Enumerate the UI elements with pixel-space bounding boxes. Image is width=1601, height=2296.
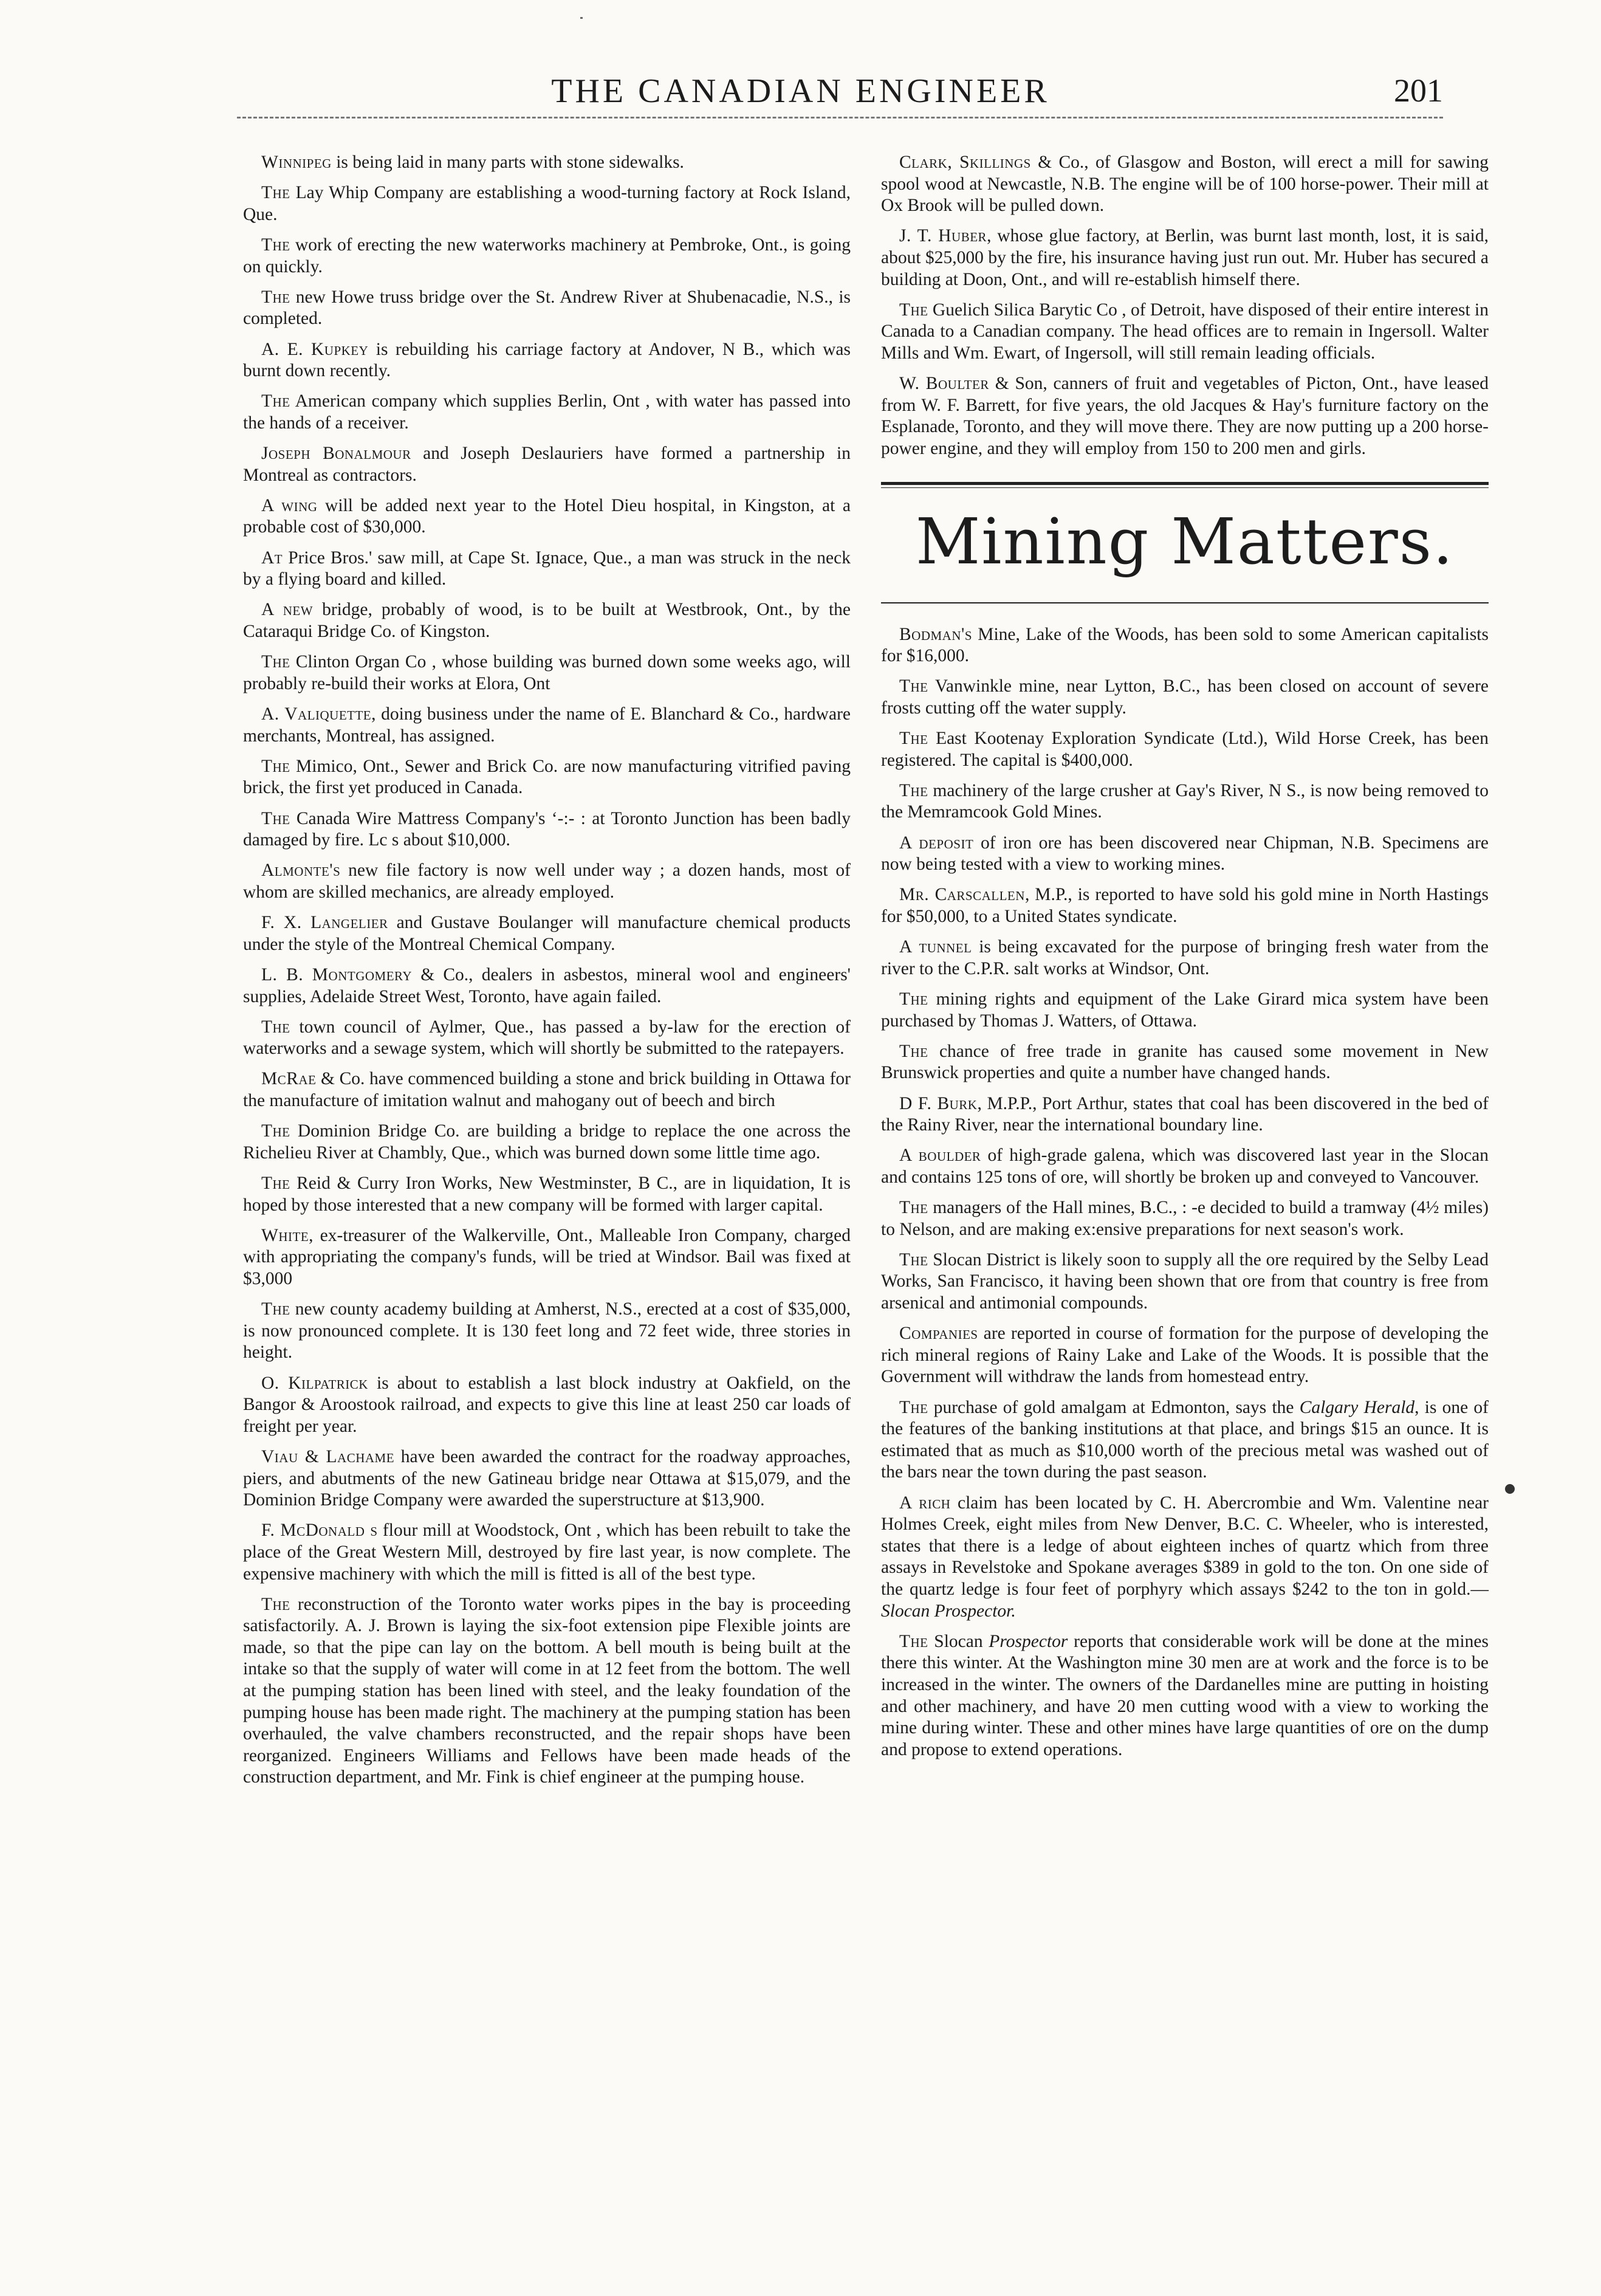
item-lead: The [261,652,290,672]
item-text: Reid & Curry Iron Works, New Westminster, B C., are in liquidation, It is hoped by those interested that a new company will be formed with larger capital. [243,1174,851,1215]
item-text: mining rights and equipment of the Lake Girard mica system have been purchased by Thomas J. Watters, of Ottawa. [881,989,1489,1031]
news-item [881,833,1489,876]
item-text: chance of free trade in granite has caused some movement in New Brunswick properties and quite a number have changed hands. [881,1041,1489,1083]
item-lead: W. Boulter [899,374,989,394]
news-item [243,704,851,747]
item-lead: Companies [899,1324,978,1344]
news-item [243,964,851,1008]
news-item [243,1520,851,1585]
news-item [243,235,851,278]
item-lead: The [899,1041,928,1061]
item-text: & Co., dealers in asbestos, mineral wool and engineers' supplies, Adelaide Street West, Toronto, have again failed. [243,964,851,1006]
news-item [881,1323,1489,1388]
left-column [243,152,851,1798]
item-lead: Bodman's [899,624,973,644]
item-lead: The [899,1397,928,1417]
item-text: purchase of gold amalgam at Edmonton, says the [928,1397,1300,1417]
news-item [881,780,1489,823]
news-item [243,860,851,903]
news-item [881,1493,1489,1623]
item-text: new file factory is now well under way ; a dozen hands, most of whom are skilled mechanics, are already employed. [243,861,851,902]
item-lead: The [899,729,928,749]
item-text: , whose glue factory, at Berlin, was burnt last month, lost, it is said, about $25,000 by the fire, his insurance having just run out. Mr. Huber has secured a building at Doon, Ont., and will re-establish himself there. [881,226,1489,289]
news-item [243,912,851,955]
item-lead: F. X. Langelier [261,913,388,933]
item-lead: The [261,1594,290,1614]
item-text: will be added next year to the Hotel Dieu hospital, in Kingston, at a probable cost of $30,000. [243,495,851,537]
item-text: & Co. have commenced building a stone and brick building in Ottawa for the manufacture of imitation walnut and mahogany out of beech and birch [243,1069,851,1111]
right-column-news [881,152,1489,460]
item-lead: McRae [261,1069,317,1089]
item-text: claim has been located by C. H. Abercrombie and Wm. Valentine near Holmes Creek, eight miles from New Denver, B.C. C. Wheeler, who is interested, states that there is a ledge of about eighteen inches of quartz which from three assays in Revelstoke and Spokane averages $389 in gold to the ton. On one side of the quartz ledge is four feet of porphyry which assays $242 to the ton in gold.— [881,1493,1489,1599]
print-speck [580,17,583,19]
item-lead: The [261,808,290,828]
item-lead: The [261,1017,290,1037]
item-text: is being laid in many parts with stone sidewalks. [331,153,684,172]
item-lead: At [261,548,283,568]
item-italic: Slocan Prospector. [881,1601,1016,1621]
item-lead: White [261,1225,309,1245]
news-item [243,548,851,591]
news-item [881,989,1489,1032]
item-text: Mimico, Ont., Sewer and Brick Co. are now manufacturing vitrified paving brick, the first yet produced in Canada. [243,756,851,798]
mining-matters-section [881,624,1489,1761]
item-lead: The [261,1299,290,1319]
item-lead: The [261,183,290,203]
item-lead: D F. Burk [899,1093,978,1113]
item-text: , ex-treasurer of the Walkerville, Ont., Malleable Iron Company, charged with appropriating the company's funds, will be tried at Windsor. Bail was fixed at $3,000 [243,1225,851,1288]
item-text: , doing business under the name of E. Blanchard & Co., hardware merchants, Montreal, has assigned. [243,704,851,746]
item-lead: The [899,1631,928,1651]
news-item [243,1017,851,1060]
news-item [243,651,851,695]
item-text: machinery of the large crusher at Gay's River, N S., is now being removed to the Memramcook Gold Mines. [881,780,1489,822]
item-text: is rebuilding his carriage factory at Andover, N B., which was burnt down recently. [243,339,851,381]
news-item [881,728,1489,771]
item-lead: The [261,287,290,307]
item-text-cont: , is one of the features of the banking institutions at that place, and brings $15 an ounce. It is estimated that as much as $10,000 worth of the precious metal was washed out of the bars near the town during the past season. [881,1397,1489,1482]
item-lead: The [899,300,928,320]
news-item [881,624,1489,667]
item-text: have been awarded the contract for the roadway approaches, piers, and abutments of the new Gatineau bridge near Ottawa at $15,079, and the Dominion Bridge Company were awarded the superstructure at $13,900. [243,1446,851,1510]
news-item [881,1197,1489,1240]
item-lead: J. T. Huber [899,226,987,246]
news-item [881,937,1489,980]
item-lead: The [261,235,290,255]
item-text: of high-grade galena, which was discovered last year in the Slocan and contains 125 tons of ore, will shortly be broken up and conveyed to Vancouver. [881,1146,1489,1187]
news-item [243,1373,851,1438]
item-lead: A new [261,600,314,620]
item-text: East Kootenay Exploration Syndicate (Ltd.), Wild Horse Creek, has been registered. The capital is $400,000. [881,729,1489,770]
news-item [881,884,1489,927]
item-text: new county academy building at Amherst, N.S., erected at a cost of $35,000, is now pronounced complete. It is 130 feet long and 72 feet wide, three stories in height. [243,1299,851,1363]
item-lead: A boulder [899,1146,981,1166]
news-item [243,443,851,486]
news-item [881,1041,1489,1084]
item-text: town council of Aylmer, Que., has passed a by-law for the erection of waterworks and a sewage system, which will shortly be submitted to the ratepayers. [243,1017,851,1059]
page-header [0,72,1601,120]
item-text: and Joseph Deslauriers have formed a partnership in Montreal as contractors. [243,444,851,485]
news-item [243,287,851,330]
item-lead: A rich [899,1493,951,1513]
item-text: of iron ore has been discovered near Chipman, N.B. Specimens are now being tested with a view to working mines. [881,833,1489,875]
item-text: and Gustave Boulanger will manufacture chemical products under the style of the Montreal Chemical Company. [243,913,851,954]
item-text: Slocan [928,1631,989,1651]
item-text: & Co., of Glasgow and Boston, will erect a mill for sawing spool wood at Newcastle, N.B. The engine will be of 100 horse-power. Their mill at Ox Brook will be pulled down. [881,153,1489,216]
item-text: Guelich Silica Barytic Co , of Detroit, have disposed of their entire interest in Canada to a Canadian company. The head offices are to remain in Ingersoll. Walter Mills and Wm. Ewart, of Ingersoll, will still remain leading officials. [881,300,1489,363]
item-lead: The [899,676,928,696]
item-lead: A wing [261,495,318,515]
news-item [243,391,851,434]
item-text: Clinton Organ Co , whose building was burned down some weeks ago, will probably re-build their works at Elora, Ont [243,652,851,693]
item-lead: L. B. Montgomery [261,964,413,985]
news-item [243,1121,851,1164]
news-item [243,152,851,174]
item-text: Price Bros.' saw mill, at Cape St. Ignace, Que., a man was struck in the neck by a flying board and killed. [243,548,851,589]
item-lead: The [899,1249,928,1270]
news-item [243,756,851,799]
item-lead: Viau & Lachame [261,1446,395,1466]
news-item [881,300,1489,365]
item-text: flour mill at Woodstock, Ont , which has been rebuilt to take the place of the Great Western Mill, destroyed by fire last year, is now complete. The expensive machinery with which the mill is fitted is all of the best type. [243,1521,851,1584]
item-lead: F. McDonald s [261,1521,378,1541]
item-lead: The [899,780,928,800]
news-item [881,1397,1489,1483]
item-text: Slocan District is likely soon to supply all the ore required by the Selby Lead Works, San Francisco, it having been shown that ore from that country is free from arsenical and antimonial compounds. [881,1249,1489,1313]
news-item [243,1446,851,1511]
news-item [243,1299,851,1364]
item-text: is being excavated for the purpose of bringing fresh water from the river to the C.P.R. salt works at Windsor, Ont. [881,937,1489,978]
news-item [881,1093,1489,1136]
right-column [881,152,1489,1770]
item-lead: A. E. Kupkey [261,339,369,359]
news-item [243,599,851,642]
item-text: bridge, probably of wood, is to be built at Westbrook, Ont., by the Cataraqui Bridge Co. of Kingston. [243,600,851,642]
news-item [243,1594,851,1789]
news-item [881,1631,1489,1761]
news-item [881,1249,1489,1315]
item-lead: Almonte's [261,861,341,881]
item-lead: The [261,756,290,776]
ink-dot [1505,1484,1515,1494]
item-text: is about to establish a last block industry at Oakfield, on the Bangor & Aroostook railroad, and expects to give this line at least 250 car loads of freight per year. [243,1373,851,1436]
mining-matters-heading: Mining Matters. [915,504,1455,579]
news-item [243,339,851,382]
item-text: new Howe truss bridge over the St. Andrew River at Shubenacadie, N.S., is completed. [243,287,851,329]
news-item [243,1225,851,1290]
item-text: American company which supplies Berlin, Ont , with water has passed into the hands of a receiver. [243,391,851,433]
item-lead: O. Kilpatrick [261,1373,368,1393]
item-text: Dominion Bridge Co. are building a bridge to replace the one across the Richelieu River at Chambly, Que., which was burned down some little time ago. [243,1121,851,1163]
item-text: , M.P.P., Port Arthur, states that coal has been discovered in the bed of the Rainy River, near the international boundary line. [881,1093,1489,1135]
item-italic: Prospector [989,1631,1068,1651]
page-number: 201 [1394,72,1443,109]
item-lead: Clark, Skillings [899,153,1031,172]
news-item [243,182,851,225]
item-text-cont: reports that considerable work will be done at the mines there this winter. At the Washington mine 30 men are at work and the force is to be increased in the winter. The owners of the Dardanelles mine are putting in hoisting and other machinery, and have 20 men cutting wood with a view to working the mine during winter. These and other mines have large quantities of ore on the dump and propose to extend operations. [881,1631,1489,1759]
header-rule [237,117,1443,119]
item-text: work of erecting the new waterworks machinery at Pembroke, Ont., is going on quickly. [243,235,851,277]
item-text: Canada Wire Mattress Company's ‘-:- : at Toronto Junction has been badly damaged by fire. Lc s about $10,000. [243,808,851,850]
news-item [243,1173,851,1216]
item-lead: A tunnel [899,937,972,957]
news-item [881,225,1489,290]
item-text: Lay Whip Company are establishing a wood-turning factory at Rock Island, Que. [243,183,851,224]
item-text: , M.P., is reported to have sold his gold mine in North Hastings for $50,000, to a United States syndicate. [881,885,1489,926]
item-text: managers of the Hall mines, B.C., : -e decided to build a tramway (4½ miles) to Nelson, and are making ex:ensive preparations for next season's work. [881,1198,1489,1239]
item-lead: The [261,1121,290,1141]
item-text: Mine, Lake of the Woods, has been sold to some American capitalists for $16,000. [881,624,1489,666]
item-text: reconstruction of the Toronto water works pipes in the bay is proceeding satisfactorily. A. J. Brown is laying the six-foot extension pipe Flexible joints are made, so that the pipe can lay on the bottom. A bell mouth is being built at the intake so that the supply of water will come in at 12 feet from the bottom. The well at the pumping station has been lined with steel, and the leaky foundation of the pumping house has been made right. The machinery at the pumping station has been overhauled, the valve chambers reconstructed, and the repair shops have been reorganized. Engineers Williams and Fellows have been made heads of the construction department, and Mr. Fink is chief engineer at the pumping house. [243,1594,851,1787]
news-item [243,808,851,851]
item-lead: Winnipeg [261,153,332,172]
item-text: & Son, canners of fruit and vegetables of Picton, Ont., have leased from W. F. Barrett, for five years, the old Jacques & Hay's furniture factory on the Esplanade, Toronto, and they will move there. They are now putting up a 200 horse-power engine, and they will employ from 150 to 200 men and girls. [881,374,1489,458]
item-lead: Mr. Carscallen [899,885,1025,905]
item-lead: The [899,989,928,1009]
item-text: Vanwinkle mine, near Lytton, B.C., has been closed on account of severe frosts cutting off the water supply. [881,676,1489,718]
news-item [881,373,1489,459]
item-text: are reported in course of formation for the purpose of developing the rich mineral regions of Rainy Lake and Lake of the Woods. It is possible that the Government will withdraw the lands from homestead entry. [881,1324,1489,1387]
news-item [243,495,851,538]
item-lead: Joseph Bonalmour [261,444,411,464]
news-item [881,1145,1489,1188]
journal-title: THE CANADIAN ENGINEER [551,72,1050,110]
item-lead: The [899,1198,928,1218]
news-item [881,152,1489,217]
item-lead: A. Valiquette [261,704,372,724]
item-lead: The [261,1174,290,1194]
item-lead: A deposit [899,833,974,853]
news-item [243,1068,851,1112]
item-italic: Calgary Herald [1299,1397,1415,1417]
section-rule-bottom [881,602,1489,603]
news-item [881,676,1489,719]
item-lead: The [261,391,290,411]
section-rule-top [881,482,1489,488]
